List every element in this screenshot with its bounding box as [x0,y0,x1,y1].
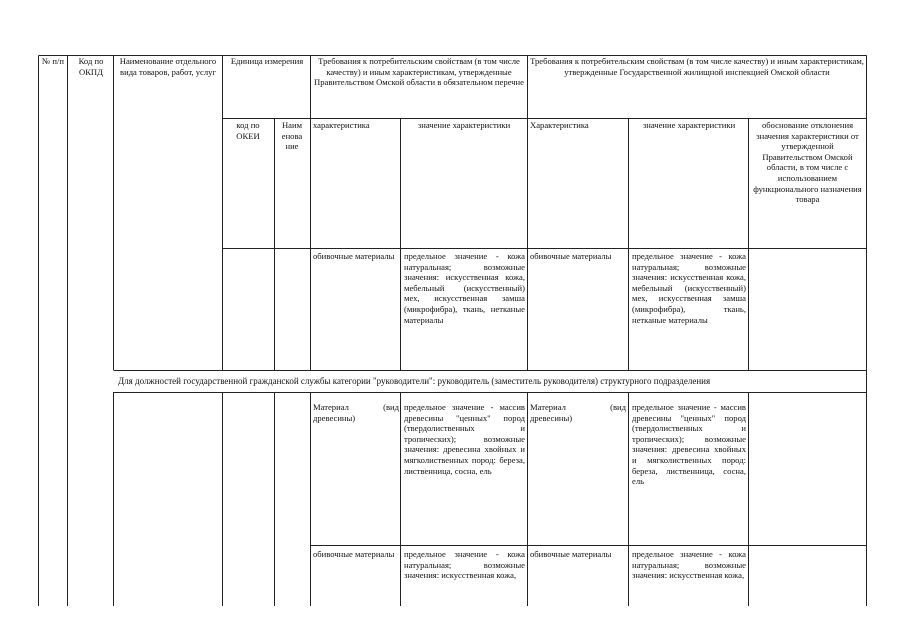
row2-value-inspection: предельное значение - массив древесины "ценных" пород (твердолиственных и тропических); возможные значения: древесина хвойных и мягколиственных пород: береза, лиственница, сосна, ель [632,402,746,487]
header-item-name: Наименование отдельного вида товаров, работ, услуг [119,56,217,77]
row1-characteristic-government: обивочные материалы [313,251,395,261]
row2-characteristic-inspection: Материал (вид древесины) [530,402,626,423]
row3-value-inspection: предельное значение - кожа натуральная; возможные значения: искусственная кожа, [632,549,746,581]
header-unit-name: Наим енова ние [281,120,303,152]
header-number: № п/п [42,56,64,66]
header-characteristic-inspection: Характеристика [530,120,589,130]
header-requirements-inspection: Требования к потребительским свойствам (в том числе качеству) и иным характеристикам, утвержденные Государственной жилищной инспекцией Омской области [530,56,864,77]
header-unit: Единица измерения [230,56,304,66]
header-justification: обоснование отклонения значения характеристики от утвержденной Правительством Омской области, в том числе с использованием функционального назначения товара [753,120,862,205]
row3-value-government: предельное значение - кожа натуральная; возможные значения: искусственная кожа, [404,549,525,581]
header-okei-code: код по ОКЕИ [236,120,260,141]
row2-value-government: предельное значение - массив древесины "ценных" пород (твердолиственных и тропических); возможные значения: древесина хвойных и мягколиственных пород: береза, лиственница, сосна, ель [404,402,525,476]
row1-value-inspection: предельное значение - кожа натуральная; возможные значения: искусственная кожа, мебельный (искусственный) мех, искусственная замша (микрофибра), ткань, нетканые материалы [632,251,746,325]
section-row-managers: Для должностей государственной гражданской службы категории "руководители": руководитель (заместитель руководителя) структурного подразделения [118,376,711,386]
header-value-inspection: значение характеристики [642,120,736,130]
row3-characteristic-government: обивочные материалы [313,549,395,559]
row1-value-government: предельное значение - кожа натуральная; возможные значения: искусственная кожа, мебельный (искусственный) мех, искусственная замша (микрофибра), ткань, нетканые материалы [404,251,525,325]
row1-characteristic-inspection: обивочные материалы [530,251,612,261]
header-okpd-code: Код по ОКПД [78,56,104,77]
header-requirements-government: Требования к потребительским свойствам (в том числе качеству) и иным характеристикам, утвержденные Правительством Омской области в обязательном перечне [314,56,524,88]
header-value-government: значение характеристики [417,120,511,130]
header-characteristic-government: характеристика [313,120,370,130]
row2-characteristic-government: Материал (вид древесины) [313,402,399,423]
row3-characteristic-inspection: обивочные материалы [530,549,612,559]
